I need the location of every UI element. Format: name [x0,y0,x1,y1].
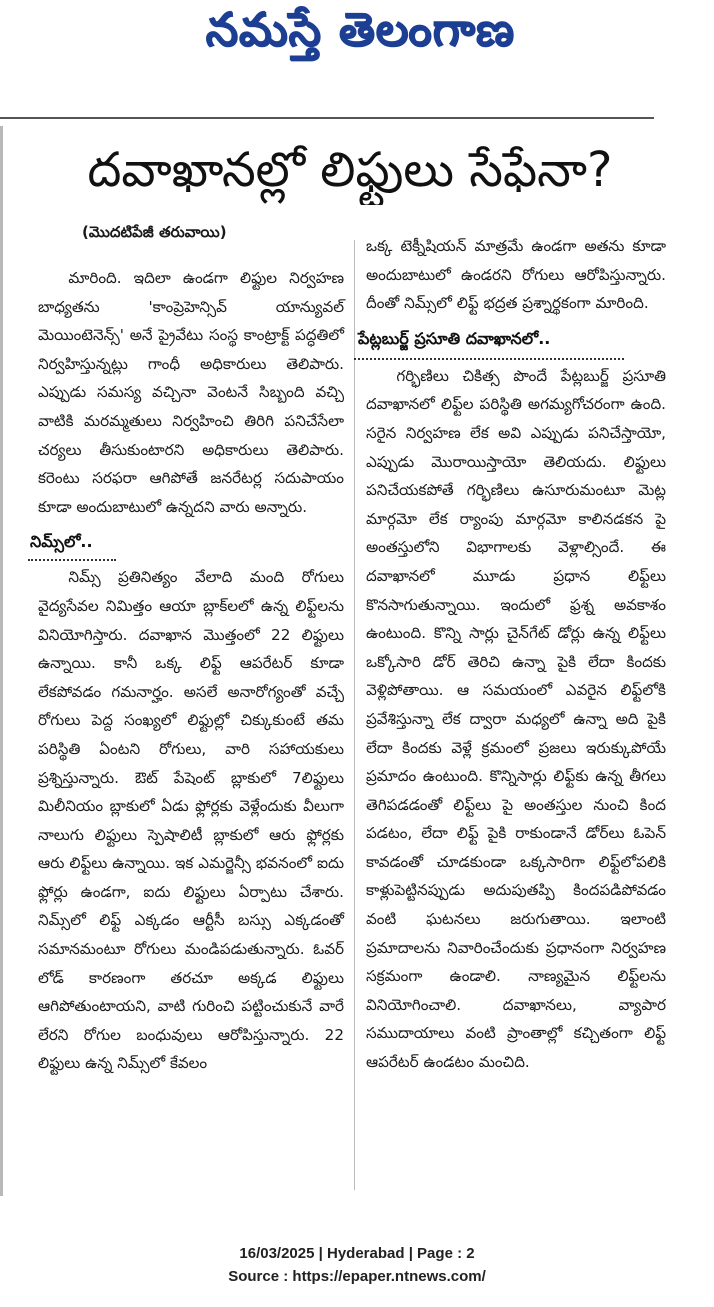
subhead-underline [28,559,116,561]
left-paragraph-1: మారింది. ఇదిలా ఉండగా లిఫ్టుల నిర్వహణ బాధ్యతను 'కాంప్రెహెన్సివ్ యాన్యువల్ మెయింటెనెన్స్' అనే ప్రైవేటు సంస్థ కాంట్రాక్ట్ పద్ధతిలో నిర్వహిస్తున్నట్లు గాంధీ అధికారులు తెలిపారు. ఎప్పుడు సమస్య వచ్చినా వెంటనే సిబ్బంది వచ్చి వాటికి మరమ్మతులు నిర్వహించి తిరిగి పనిచేసేలా చర్యలు తీసుకుంటారని అధికారులు తెలిపారు. కరెంటు సరఫరా ఆగిపోతే జనరేటర్ల సదుపాయం కూడా అందుబాటులో ఉన్నదని వారు అన్నారు. [38,269,344,516]
right-column [358,232,666,1077]
right-subhead-block [358,318,666,362]
left-paragraph-2: నిమ్స్ ప్రతినిత్యం వేలాది మంది రోగులు వైద్యసేవల నిమిత్తం ఆయా బ్లాక్‌లలో ఉన్న లిఫ్ట్‌లను వినియోగిస్తారు. దవాఖాన మొత్తంలో 22 లిఫ్టులు ఉన్నాయి. కానీ ఒక్క లిఫ్ట్ ఆపరేటర్ కూడా లేకపోవడం గమనార్హం. అసలే అనారోగ్యంతో వచ్చే రోగులు పెద్ద సంఖ్యలో లిఫ్టుల్లో చిక్కుకుంటే తమ పరిస్థితి ఏంటని రోగులు, వారి సహాయకులు ప్రశ్నిస్తున్నారు. ఔట్ పేషెంట్ బ్లాకులో 7లిఫ్టులు మిలీనియం బ్లాకులో ఏడు ఫ్లోర్లకు వెళ్లేందుకు వీలుగా నాలుగు లిఫ్టులు స్పెషాలిటీ బ్లాకులో ఆరు ఫ్లోర్లకు ఆరు లిఫ్ట్‌లు ఉన్నాయి. ఇక ఎమర్జెన్సీ భవనంలో ఐదు ఫ్లోర్లు ఉండగా, ఐదు లిఫ్టులు ఏర్పాటు చేశారు. నిమ్స్‌లో లిఫ్ట్ ఎక్కడం ఆర్టీసీ బస్సు ఎక్కడంతో సమానమంటూ రోగులు మండిపడుతున్నారు. ఓవర్ లోడ్ కారణంగా తరచూ అక్కడ లిఫ్టులు ఆగిపోతుంటాయని, వాటి గురించి పట్టించుకునే వారే లేరని రోగుల బంధువులు ఆరోపిస్తున్నారు. 22 లిఫ్టులు ఉన్న నిమ్స్‌లో కేవలం [38,568,344,1073]
column-divider [354,240,355,1190]
newspaper-logo: నమస్తే తెలంగాణ [205,2,515,56]
subhead-underline [354,358,624,360]
footer-source: Source : https://epaper.ntnews.com/ [228,1268,486,1285]
right-paragraph-2: గర్భిణిలు చికిత్స పొందే పేట్లబుర్జ్ ప్రసూతి దవాఖానలో లిఫ్ట్‌ల పరిస్థితి అగమ్యగోచరంగా ఉంది. సరైన నిర్వహణ లేక అవి ఎప్పుడు పనిచేస్తాయో, ఎప్పుడు మొరాయిస్తాయో తెలియదు. లిఫ్టులు పనిచేయకపోతే గర్భిణిలు ఉసూరుమంటూ మెట్ల మార్గమో లేక ర్యాంపు మార్గమో కాలినడకన పై అంతస్తులోని విభాగాలకు వెళ్లాల్సిందే. ఈ దవాఖానలో మూడు ప్రధాన లిఫ్ట్‌లు కొనసాగుతున్నాయి. ఇందులో ఫ్రశ్న అవకాశం ఉంటుంది. కొన్ని సార్లు చైన్‌గేట్ డోర్లు ఉన్న లిఫ్ట్‌లు ఒక్కోసారి డోర్ తెరిచి ఉన్నా పైకి లేదా కిందకు వెళ్లిపోతాయి. ఆ సమయంలో ఎవరైన లిఫ్ట్‌లోకి ప్రవేశిస్తున్నా లేక ద్వారా మధ్యలో ఉన్నా అది పైకి లేదా కిందకు వెళ్లే క్రమంలో ప్రజలు ఇరుక్కుపోయే ప్రమాదం ఉంటుంది. కొన్నిసార్లు లిఫ్ట్‌కు ఉన్న తీగలు తెగిపడడంతో లిఫ్ట్‌లు పై అంతస్తుల నుంచి కింద పడటం, లేదా లిఫ్ట్ పైకి రాకుండానే డోర్‌లు ఓపెన్ కావడంతో చూడకుండా ఒక్కసారిగా లిఫ్ట్‌లోపలికి కాళ్లుపెట్టినప్పుడు అదుపుతప్పి కిందపడిపోవడం వంటి ఘటనలు జరుగుతాయి. ఇలాంటి ప్రమాదాలను నివారించేందుకు ప్రధానంగా నిర్వహణ సక్రమంగా ఉండాలి. నాణ్యమైన లిఫ్ట్‌లను వినియోగించాలి. దవాఖానలు, వ్యాపార సముదాయాలు వంటి ప్రాంతాల్లో కచ్చితంగా లిఫ్ట్ ఆపరేటర్ ఉండటం మంచిది. [366,366,666,1072]
subhead-nims: నిమ్స్‌లో.. [30,532,93,552]
left-subhead-block [30,521,344,563]
masthead-rule [0,117,654,119]
masthead [0,0,714,118]
article-headline: దవాఖానల్లో లిఫ్టులు సేఫేనా? [87,142,613,198]
page-footer [0,1242,714,1288]
continued-from-front-page: (మొదటిపేజీ తరువాయి) [82,223,227,241]
footer-date-edition: 16/03/2025 | Hyderabad | Page : 2 [239,1245,475,1262]
page-edge-shadow [0,126,12,1196]
left-column [30,264,344,1078]
right-paragraph-1: ఒక్క టెక్నీషియన్ మాత్రమే ఉండగా అతను కూడా అందుబాటులో ఉండరని రోగులు ఆరోపిస్తున్నారు. దీంతో నిమ్స్‌లో లిఫ్ట్ భద్రత ప్రశ్నార్థకంగా మారింది. [366,237,666,313]
subhead-petlaburj: పేట్లబుర్జ్ ప్రసూతి దవాఖానలో.. [358,328,551,348]
